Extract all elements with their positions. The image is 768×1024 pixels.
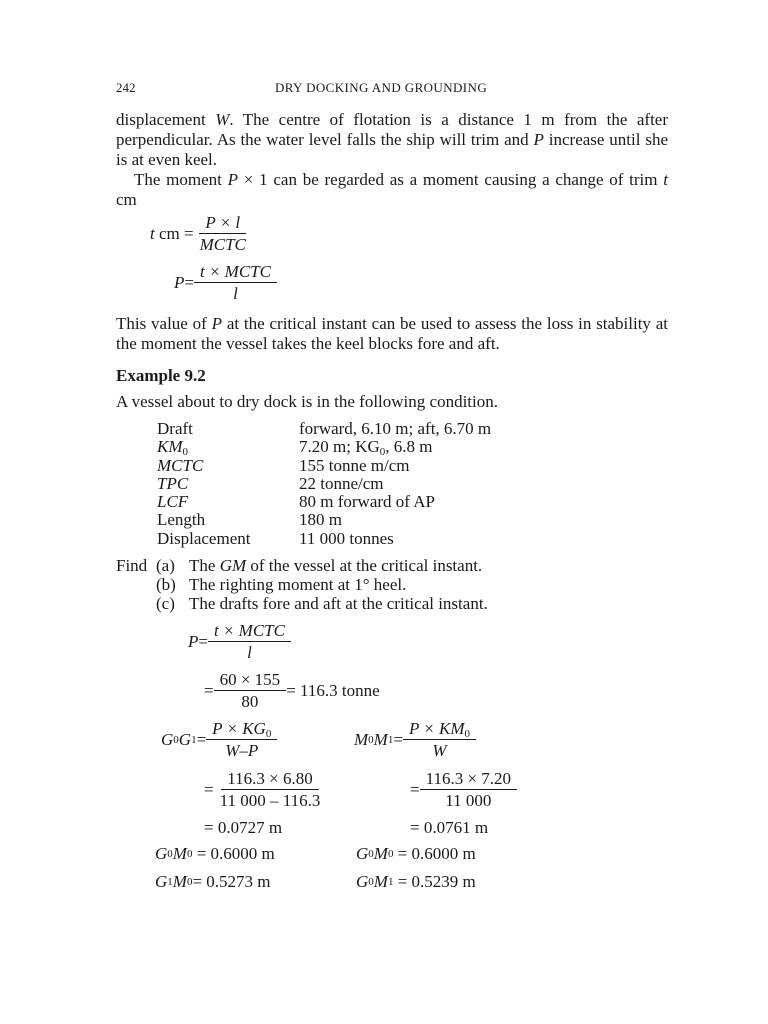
table-row: TPC 22 tonne/cm (157, 473, 384, 493)
m0m1-formula: M 0 M 1 = $\frac{P \times KM_0}{W}$ (354, 719, 476, 760)
find-list (116, 556, 488, 613)
m0m1-numeric: = $\frac{116.3 \times 7.20}{11 000}$ (410, 769, 517, 810)
g0g1-formula: G 0 G 1 = $\frac{P \times KG_0}{W-P}$ (161, 719, 277, 760)
list-item: Find (a) The GM of the vessel at the critical instant. (116, 556, 483, 575)
example-intro: A vessel about to dry dock is in the following condition. (116, 392, 498, 411)
table-row: $KM_0$ 7.20 m; $KG_0$, 6.8 m (157, 437, 433, 459)
table-row: Length 180 m (157, 510, 342, 530)
condition-table (157, 420, 491, 548)
g0g1-numeric: = $\frac{116.3 \times 6.80}{11 000 - 116.3}$ (204, 769, 321, 810)
equation-p: P = $\frac{\text{t × MCTC}}{l}$ (174, 262, 277, 303)
g0g1-result: = 0.0727 m (204, 818, 283, 837)
running-title: DRY DOCKING AND GROUNDING (275, 80, 488, 95)
solution-p-value: = $\frac{60 \times 155}{80}$ = 116.3 tonne (204, 670, 380, 711)
solution-p-formula: P = $\frac{\text{t × MCTC}}{l}$ (188, 621, 291, 662)
table-row: Displacement 11 000 tonnes (157, 528, 394, 548)
g0m0-left: G 0 M 0 = 0.6000 m (155, 844, 275, 863)
table-row: MCTC 155 tonne m/cm (157, 455, 410, 475)
equation-trim: t cm = $\frac{P \times l}{\text{MCTC}}$ (150, 213, 246, 254)
stability-paragraph: This value of P at the critical instant can be used to assess the loss in stability at the moment the vessel takes the keel blocks fore and aft. (116, 314, 669, 353)
g0m0-right: G 0 M 0 = 0.6000 m (356, 844, 476, 863)
m0m1-result: = 0.0761 m (410, 818, 489, 837)
intro-paragraph: displacement W. The centre of flotation is a distance 1 m from the after perpendicular. As the water level falls the ship will trim and P increase until she is at even keel. The moment P × 1 can be regarded as a moment causing a change of trim t cm (116, 110, 669, 209)
table-row: Draft forward, 6.10 m; aft, 6.70 m (157, 419, 492, 438)
page-number: 242 (116, 80, 136, 95)
list-item: (c) The drafts fore and aft at the critical instant. (156, 594, 488, 613)
g0m1-right: G 0 M 1 = 0.5239 m (356, 872, 476, 891)
g1m0-left: G 1 M 0 = 0.5273 m (155, 872, 271, 891)
list-item: (b) The righting moment at 1° heel. (156, 575, 407, 594)
moment-paragraph: The moment P × 1 can be regarded as a moment causing a change of trim t cm (116, 170, 668, 209)
example-title: Example 9.2 (116, 366, 206, 385)
table-row: LCF 80 m forward of AP (157, 492, 435, 512)
